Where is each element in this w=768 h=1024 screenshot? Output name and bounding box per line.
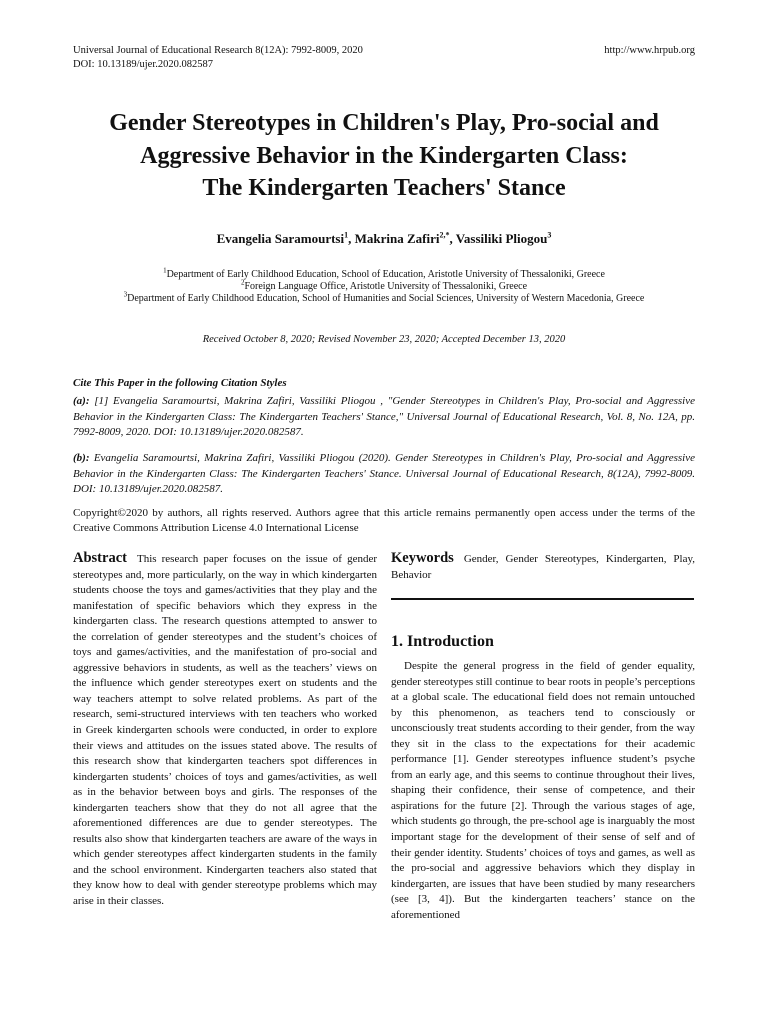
author-name: Makrina Zafiri [354, 231, 440, 246]
citation-heading: Cite This Paper in the following Citation Styles [73, 377, 287, 389]
paper-title [60, 107, 708, 205]
keywords-label: Keywords [391, 550, 454, 566]
author-separator: , [449, 231, 456, 246]
affil-text: Foreign Language Office, Aristotle University of Thessaloniki, Greece [244, 281, 528, 292]
copyright-notice: Copyright©2020 by authors, all rights reserved. Authors agree that this article remains permanently open access under the terms of the Creative Commons Attribution License 4.0 International License [73, 507, 695, 534]
author-separator: , [348, 231, 355, 246]
section-divider [391, 598, 694, 600]
affil-mark: 2 [240, 278, 245, 287]
affil-text: Department of Early Childhood Education, School of Humanities and Social Sciences, University of Western Macedonia, Greece [127, 293, 645, 304]
citation-a-text: [1] Evangelia Saramourtsi, Makrina Zafiri, Vassiliki Pliogou , "Gender Stereotypes in Children's Play, Pro-social and Aggressive Behavior in the Kindergarten Class: The Kindergarten Teachers' Stance," Universal Journal of Educational Research, Vol. 8, No. 12A, pp. 7992-8009, 2020. DOI: 10.13189/ujer.2020.082587. [73, 395, 695, 438]
doi: DOI: 10.13189/ujer.2020.082587 [73, 59, 213, 70]
author-name: Evangelia Saramourtsi [216, 231, 345, 246]
keywords-text: Gender, Gender Stereotypes, Kindergarten, Play, Behavior [391, 553, 695, 581]
title-line: Aggressive Behavior in the Kindergarten Class: [140, 142, 628, 169]
affiliation [40, 278, 728, 293]
abstract-text: This research paper focuses on the issue of gender stereotypes and, more particularly, on the way in which kindergarten students choose the toys and games/activities that they play and the manifestation of specific behaviors which they express in the kindergarten class. The research questions attempted to answer to the correlation of gender stereotypes and the student’s choices of toys and games/activities, and the manifestation of pro-social and aggressive behaviors in students, as well as the teachers’ views on the influence which gender stereotypes exert on students and the way teachers attempt to solve related problems. As part of the research, semi-structured interviews with ten teachers who worked in Greek kindergarten schools were conducted, in order to explore their views and attitudes on the issues stated above. The results of this research show that kindergarten teachers spot differences in kindergarten students’ choices of toys and games/activities, as well as in the behavior between boys and girls. The responses of the kindergarten teachers show that they do not all agree that the aforementioned differences are due to gender stereotypes. The results also show that kindergarten teachers are aware of the ways in which gender stereotypes affect kindergarten students in the family and the school environment. Kindergarten teachers also stated that they know how to deal with gender stereotype problems which may arise in their classes. [73, 553, 377, 908]
publisher-url[interactable]: http://www.hrpub.org [604, 45, 695, 56]
citation-b-text: Evangelia Saramourtsi, Makrina Zafiri, Vassiliki Pliogou (2020). Gender Stereotypes in Children's Play, Pro-social and Aggressive Behavior in the Kindergarten Class: The Kindergarten Teachers' Stance. Universal Journal of Educational Research, 8(12A), 7992-8009. DOI: 10.13189/ujer.2020.082587. [73, 452, 696, 495]
affiliations [40, 266, 728, 305]
author-name: Vassiliki Pliogou [455, 231, 548, 246]
affiliation [40, 290, 728, 305]
citation-b-label: (b): [73, 452, 90, 464]
title-line: Gender Stereotypes in Children's Play, Pro-social and [109, 110, 659, 136]
affil-mark: 1 [163, 266, 167, 275]
submission-dates: Received October 8, 2020; Revised November 23, 2020; Accepted December 13, 2020 [202, 334, 566, 345]
abstract-label: Abstract [73, 550, 127, 566]
author-affil-mark: 2,* [439, 230, 450, 240]
introduction-text: Despite the general progress in the field of gender equality, gender stereotypes still continue to bear roots in people’s perceptions at a global scale. The educational field does not remain untouched by this phenomenon, as teachers tend to consciously or unconsciously treat students according to their gender, from the way they sit in the class to the expectations for their academic performance [1]. Gender stereotypes influence student’s psyche from an early age, and this seems to continue throughout their lives, shaping their confidence, their sense of competence, and their aspirations for the future [2]. Through the various stages of age, which students go through, the pre-school age is inarguably the most important stage for the development of their sense of self and of their gender identity. Students’ choices of toys and games, as well as the pro-social and aggressive behaviors which they display in kindergarten, are issues that have been studied by many researchers (see [3, 4]). But the kindergarten teachers’ stance on the aforementioned [391, 660, 695, 921]
affiliation [40, 266, 728, 281]
citation-style-a [73, 394, 695, 441]
abstract-section [73, 551, 377, 910]
author-affil-mark: 1 [344, 230, 349, 240]
citation-a-label: (a): [73, 395, 90, 407]
author-affil-mark: 3 [547, 230, 552, 240]
journal-info [73, 44, 363, 72]
keywords-section [391, 551, 695, 583]
affil-text: Department of Early Childhood Education, School of Education, Aristotle University of Thessaloniki, Greece [166, 269, 605, 280]
citation-style-b [73, 451, 695, 498]
affil-mark: 3 [123, 290, 128, 299]
title-line: The Kindergarten Teachers' Stance [202, 175, 566, 201]
introduction-heading: 1. Introduction [391, 633, 494, 650]
author-list [60, 230, 708, 248]
journal-citation: Universal Journal of Educational Research 8(12A): 7992-8009, 2020 [73, 45, 363, 56]
